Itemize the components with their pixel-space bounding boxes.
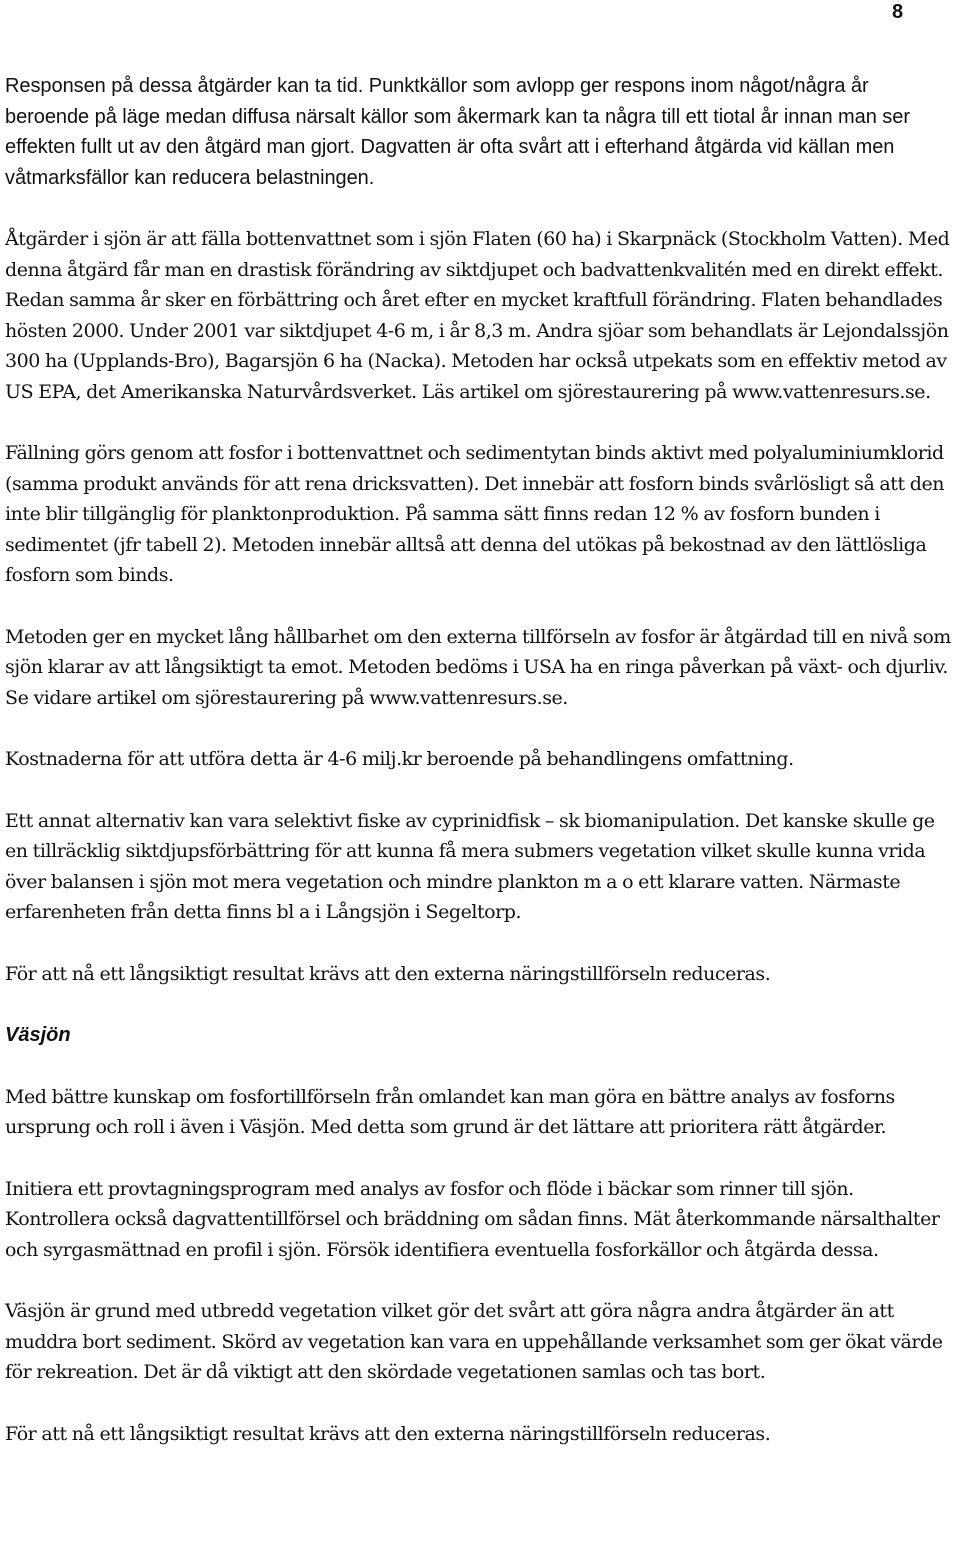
paragraph-langsiktigt-1: För att nå ett långsiktigt resultat krävs att den externa näringstillförseln reduceras. bbox=[5, 962, 771, 985]
paragraph-gap bbox=[5, 407, 955, 438]
paragraph-gap bbox=[5, 713, 955, 744]
paragraph-kostnader: Kostnaderna för att utföra detta är 4-6 milj.kr beroende på behandlingens omfattning. bbox=[5, 748, 794, 770]
paragraph-kunskap: Med bättre kunskap om fosfortillförseln från omlandet kan man göra en bättre analys av fosforns ursprung och roll i även i Väsjön. Med detta som grund är det lättare att prioritera rätt åtgärder. bbox=[5, 1085, 895, 1138]
page-number: 8 bbox=[892, 1, 904, 23]
paragraph-gap bbox=[5, 928, 955, 959]
paragraph-langsiktigt-2: För att nå ett långsiktigt resultat krävs att den externa näringstillförseln reduceras. bbox=[5, 1422, 771, 1445]
paragraph-responsen: Responsen på dessa åtgärder kan ta tid. Punktkällor som avlopp ger respons inom något/några år beroende på läge medan diffusa närsalt källor som åkermark kan ta några till ett tiotal år innan man ser effekten fullt ut av den åtgärd man gjort. Dagvatten är ofta svårt att i efterhand åtgärda vid källan men våtmarksfällor kan reducera belastningen. bbox=[5, 75, 910, 189]
document-body bbox=[5, 71, 955, 1449]
paragraph-gap bbox=[5, 591, 955, 622]
paragraph-gap bbox=[5, 775, 955, 806]
section-heading-vasjon: Väsjön bbox=[5, 1024, 71, 1046]
paragraph-hallbarhet: Metoden ger en mycket lång hållbarhet om den externa tillförseln av fosfor är åtgärdad till en nivå som sjön klarar av att långsiktigt ta emot. Metoden bedöms i USA ha en ringa påverkan på växt- och djurliv. Se vidare artikel om sjörestaurering på www.vattenresurs.se. bbox=[5, 625, 951, 709]
paragraph-gap bbox=[5, 1265, 955, 1296]
paragraph-provtagning: Initiera ett provtagningsprogram med analys av fosfor och flöde i bäckar som rinner till sjön. Kontrollera också dagvattentillförsel och bräddning om sådan finns. Mät återkommande närsalthalter och syrgasmättnad en profil i sjön. Försök identifiera eventuella fosforkällor och åtgärda dessa. bbox=[5, 1177, 940, 1261]
paragraph-gap bbox=[5, 989, 955, 1020]
paragraph-gap bbox=[5, 193, 955, 224]
paragraph-gap bbox=[5, 1388, 955, 1419]
paragraph-fallning: Fällning görs genom att fosfor i bottenvattnet och sedimentytan binds aktivt med polyaluminiumklorid (samma produkt används för att rena dricksvatten). Det innebär att fosforn binds svårlösligt så att den inte blir tillgänglig för planktonproduktion. På samma sätt finns redan 12 % av fosforn bunden i sedimentet (jfr tabell 2). Metoden innebär alltså att denna del utökas på bekostnad av den lättlösliga fosforn som binds. bbox=[5, 442, 945, 586]
paragraph-vegetation: Väsjön är grund med utbredd vegetation vilket gör det svårt att göra några andra åtgärder än att muddra bort sediment. Skörd av vegetation kan vara en uppehållande verksamhet som ger ökat värde för rekreation. Det är då viktigt att den skördade vegetationen samlas och tas bort. bbox=[5, 1300, 943, 1383]
paragraph-gap bbox=[5, 1143, 955, 1174]
paragraph-biomanipulation: Ett annat alternativ kan vara selektivt fiske av cyprinidfisk – sk biomanipulation. Det kanske skulle ge en tillräcklig siktdjupsförbättring för att kunna få mera submers vegetation vilket skulle kunna vrida över balansen i sjön mot mera vegetation och mindre plankton m a o ett klarare vatten. Närmaste erfarenheten från detta finns bl a i Långsjön i Segeltorp. bbox=[5, 809, 935, 923]
paragraph-atgarder-sjon: Åtgärder i sjön är att fälla bottenvattnet som i sjön Flaten (60 ha) i Skarpnäck (Stockholm Vatten). Med denna åtgärd får man en drastisk förändring av siktdjupet och badvattenkvalitén med en direkt effekt. Redan samma år sker en förbättring och året efter en mycket kraftfull förändring. Flaten behandlades hösten 2000. Under 2001 var siktdjupet 4-6 m, i år 8,3 m. Andra sjöar som behandlats är Lejondalssjön 300 ha (Upplands-Bro), Bagarsjön 6 ha (Nacka). Metoden har också utpekats som en effektiv metod av US EPA, det Amerikanska Naturvårdsverket. Läs artikel om sjörestaurering på www.vattenresurs.se. bbox=[5, 228, 950, 403]
paragraph-gap bbox=[5, 1051, 955, 1082]
